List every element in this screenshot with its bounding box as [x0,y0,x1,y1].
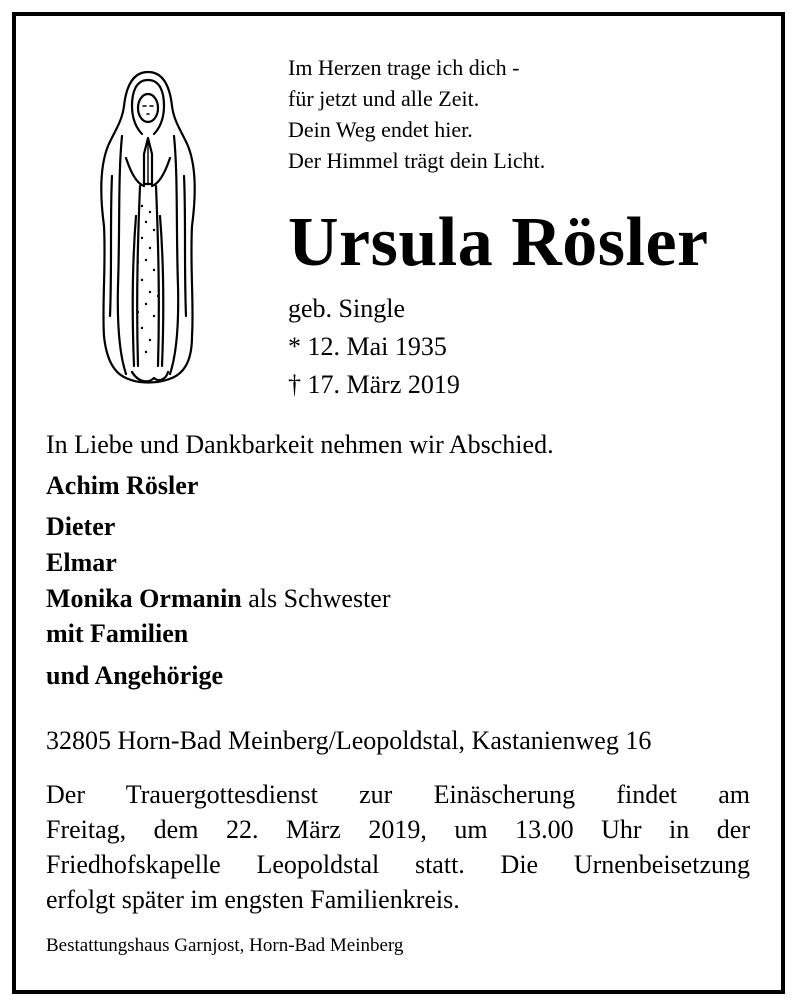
mourner-entry [46,547,117,579]
service-notice [46,777,750,917]
farewell-text: In Liebe und Dankbarkeit nehmen wir Abschied. [46,430,554,459]
mourner-entry [46,618,188,650]
birth-date: * 12. Mai 1935 [288,332,447,361]
mourner-entry [46,470,198,502]
poem-line: Der Himmel trägt dein Licht. [288,148,546,173]
mourner-entry [46,583,391,615]
mourner-relation: als Schwester [248,584,391,613]
service-line: erfolgt später im engsten Familienkreis. [46,885,460,914]
deceased-facts [288,290,460,404]
poem-line: für jetzt und alle Zeit. [288,86,480,111]
mourner-name: Achim Rösler [46,471,199,500]
mourner-name: Elmar [46,548,117,577]
undertaker: Bestattungshaus Garnjost, Horn-Bad Meinberg [46,935,404,956]
mourner-name: Dieter [46,512,116,541]
service-line: Der Trauergottesdienst zur Einäscherung findet am [46,780,750,809]
deceased-name: Ursula Rösler [288,204,709,281]
address: 32805 Horn-Bad Meinberg/Leopoldstal, Kastanienweg 16 [46,726,652,755]
mourner-entry [46,660,223,692]
death-date: † 17. März 2019 [288,370,460,399]
mourner-entry [46,511,115,543]
mourner-name: und Angehörige [46,661,223,690]
mourner-name: mit Familien [46,619,189,648]
service-line: Freitag, dem 22. März 2019, um 13.00 Uhr in der [46,815,750,844]
service-line: Friedhofskapelle Leopoldstal statt. Die Urnenbeisetzung [46,850,750,879]
madonna-praying-figure-icon [92,66,204,390]
poem [288,52,545,176]
poem-line: Im Herzen trage ich dich - [288,55,520,80]
poem-line: Dein Weg endet hier. [288,117,473,142]
mourner-name: Monika Ormanin [46,584,242,613]
maiden-name: geb. Single [288,294,405,323]
